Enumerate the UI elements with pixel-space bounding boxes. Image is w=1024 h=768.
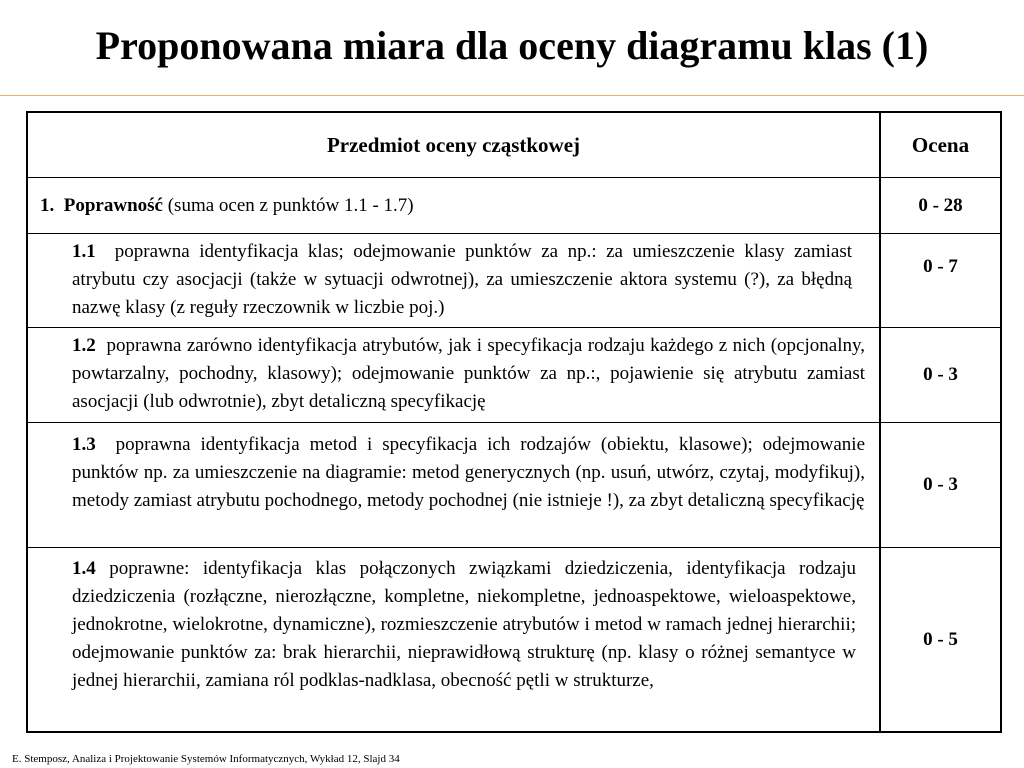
section-number: 1. xyxy=(40,194,55,216)
item-text xyxy=(72,332,865,416)
item-number: 1.3 xyxy=(72,434,96,455)
table-row xyxy=(28,328,1000,423)
header-score: Ocena xyxy=(911,132,970,157)
table-row xyxy=(28,234,1000,328)
item-text xyxy=(72,555,856,695)
table-row xyxy=(28,548,1000,731)
section-score: 0 - 28 xyxy=(918,194,963,216)
table-row xyxy=(28,423,1000,548)
slide-title: Proponowana miara dla oceny diagramu klas (1) xyxy=(95,23,929,68)
item-score: 0 - 3 xyxy=(923,364,958,385)
section-note: (suma ocen z punktów 1.1 - 1.7) xyxy=(167,194,414,216)
item-score: 0 - 3 xyxy=(923,474,958,495)
item-description: poprawna identyfikacja metod i specyfikacja ich rodzajów (obiektu, klasowe); odejmowanie punktów np. za umieszczenie na diagramie: metod generycznych (np. usuń, utwórz, czytaj, modyfikuj), metody zamiast atrybutu pochodnego, metody pochodnej (nie istnieje !), za zbyt detaliczną specyfikację xyxy=(72,434,866,511)
item-score: 0 - 5 xyxy=(923,628,958,650)
item-score: 0 - 7 xyxy=(923,256,958,277)
section-row xyxy=(28,178,1000,234)
section-name: Poprawność xyxy=(63,194,163,216)
item-text xyxy=(72,238,852,322)
item-description: poprawne: identyfikacja klas połączonych związkami dziedziczenia, identyfikacja rodzaju dziedziczenia (rozłączne, nierozłączne, kompletne, niekompletne, jednoaspektowe, wieloaspektowe, jednokrotne, wielokrotne, dynamiczne), rozmieszczenie atrybutów i metod w ramach jednej hierarchii; odejmowanie punktów za: brak hierarchii, nieprawidłową strukturę (np. klasy o różnej semantyce w jednej hierarchii, zamiana ról podklas-nadklasa, obecność pętli w strukturze, xyxy=(72,558,856,691)
item-number: 1.4 xyxy=(72,558,96,579)
slide-footer: E. Stemposz, Analiza i Projektowanie Systemów Informatycznych, Wykład 12, Slajd 34 xyxy=(12,753,400,765)
section-label xyxy=(28,178,879,233)
evaluation-table xyxy=(26,111,1002,733)
item-description: poprawna zarówno identyfikacja atrybutów, jak i specyfikacja rodzaju każdego z nich (opcjonalny, powtarzalny, pochodny, klasowy); odejmowanie punktów za np.:, pojawienie się atrybutu zamiast asocjacji (lub odwrotnie), zbyt detaliczną specyfikację xyxy=(72,335,865,412)
title-divider xyxy=(0,95,1024,96)
item-number: 1.2 xyxy=(72,335,96,356)
item-number: 1.1 xyxy=(72,241,96,262)
item-description: poprawna identyfikacja klas; odejmowanie punktów za np.: za umieszczenie klasy zamiast atrybutu czy asocjacji (także w sytuacji odwrotnej), za umieszczenie aktora systemu (?), za błędną nazwę klasy (z reguły rzeczownik w liczbie poj.) xyxy=(72,241,852,318)
header-criterion: Przedmiot oceny cząstkowej xyxy=(326,132,581,157)
table-header-row xyxy=(28,113,1000,178)
item-text xyxy=(72,431,865,515)
